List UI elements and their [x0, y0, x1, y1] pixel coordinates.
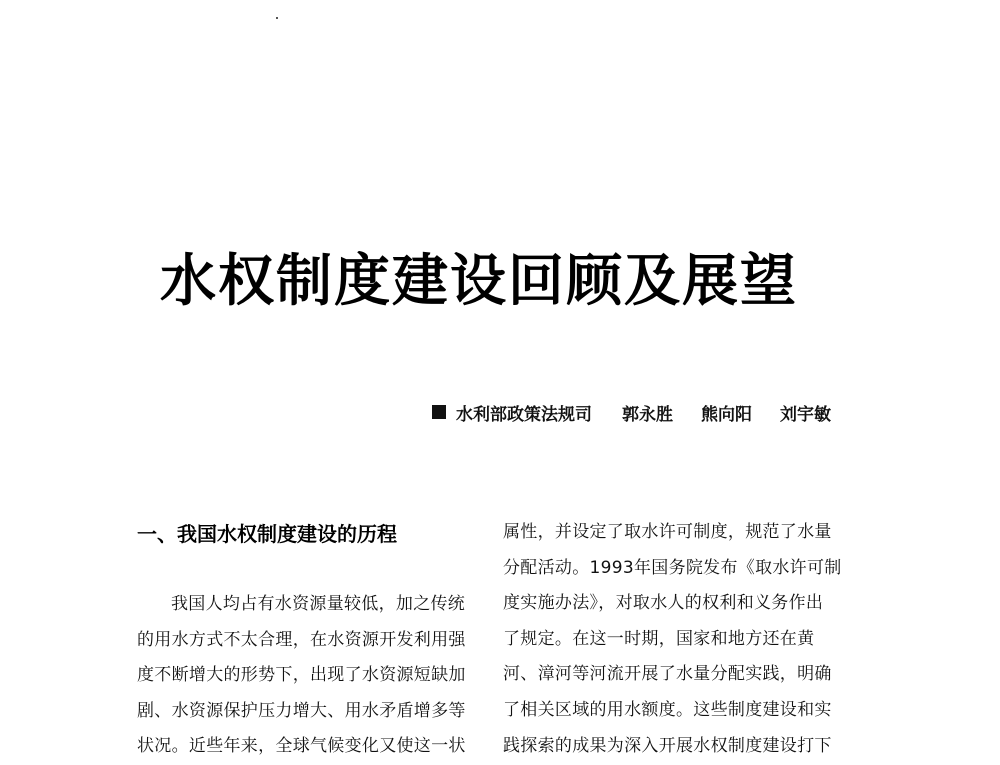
author-name: 郭永胜: [622, 404, 673, 425]
author-organization: 水利部政策法规司: [456, 404, 592, 425]
paragraph-line: 了规定。在这一时期，国家和地方还在黄: [503, 628, 815, 649]
author-name: 熊向阳: [701, 404, 752, 425]
paragraph-line: 状况。近些年来，全球气候变化又使这一状: [137, 736, 466, 757]
body-column-right: [503, 515, 842, 764]
square-bullet-icon: [432, 405, 446, 419]
author-name: 刘宇敏: [780, 404, 831, 425]
paragraph-line: 分配活动。1993年国务院发布《取水许可制: [503, 557, 842, 578]
paragraph-line: 的用水方式不太合理，在水资源开发利用强: [137, 629, 466, 650]
paragraph-line: 践探索的成果为深入开展水权制度建设打下: [503, 735, 832, 756]
paragraph-line: 度实施办法》，对取水人的权利和义务作出: [503, 593, 824, 614]
byline: [432, 400, 831, 424]
paragraph-line: 度不断增大的形势下，出现了水资源短缺加: [137, 665, 466, 686]
scan-speck: [276, 17, 278, 19]
article-title: 水权制度建设回顾及展望: [160, 249, 798, 314]
paragraph-line: 剧、水资源保护压力增大、用水矛盾增多等: [137, 700, 466, 721]
paragraph-line: 了相关区域的用水额度。这些制度建设和实: [503, 699, 832, 720]
body-column-left: [137, 587, 466, 765]
section-heading: 一、我国水权制度建设的历程: [137, 522, 397, 546]
paragraph-line: 我国人均占有水资源量较低，加之传统: [171, 594, 466, 614]
paragraph-line: 河、漳河等河流开展了水量分配实践，明确: [503, 664, 832, 685]
paragraph-line: 属性，并设定了取水许可制度，规范了水量: [503, 522, 832, 542]
